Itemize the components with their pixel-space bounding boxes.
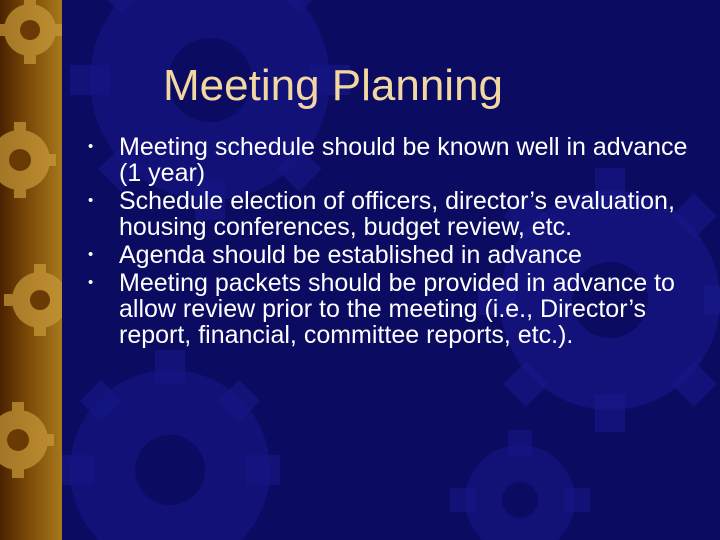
bullet-item	[88, 242, 688, 268]
slide-title: Meeting Planning	[163, 61, 504, 110]
bullet-text: Agenda should be established in advance	[119, 241, 582, 269]
bullet-item	[88, 134, 688, 186]
bullet-dot-icon: •	[88, 192, 94, 209]
bullet-dot-icon: •	[88, 274, 94, 291]
bullet-list	[88, 134, 688, 350]
left-gear-strip	[0, 0, 62, 540]
bullet-dot-icon: •	[88, 138, 94, 155]
bullet-text: Schedule election of officers, director’s evaluation, housing conferences, budget review, etc.	[119, 187, 675, 241]
strip-gears	[0, 0, 62, 540]
bullet-item	[88, 188, 688, 240]
bullet-text: Meeting packets should be provided in advance to allow review prior to the meeting (i.e., Director’s report, financial, committee reports, etc.).	[119, 269, 675, 349]
bullet-dot-icon: •	[88, 246, 94, 263]
bullet-item	[88, 270, 688, 348]
bullet-text: Meeting schedule should be known well in advance (1 year)	[119, 133, 688, 187]
